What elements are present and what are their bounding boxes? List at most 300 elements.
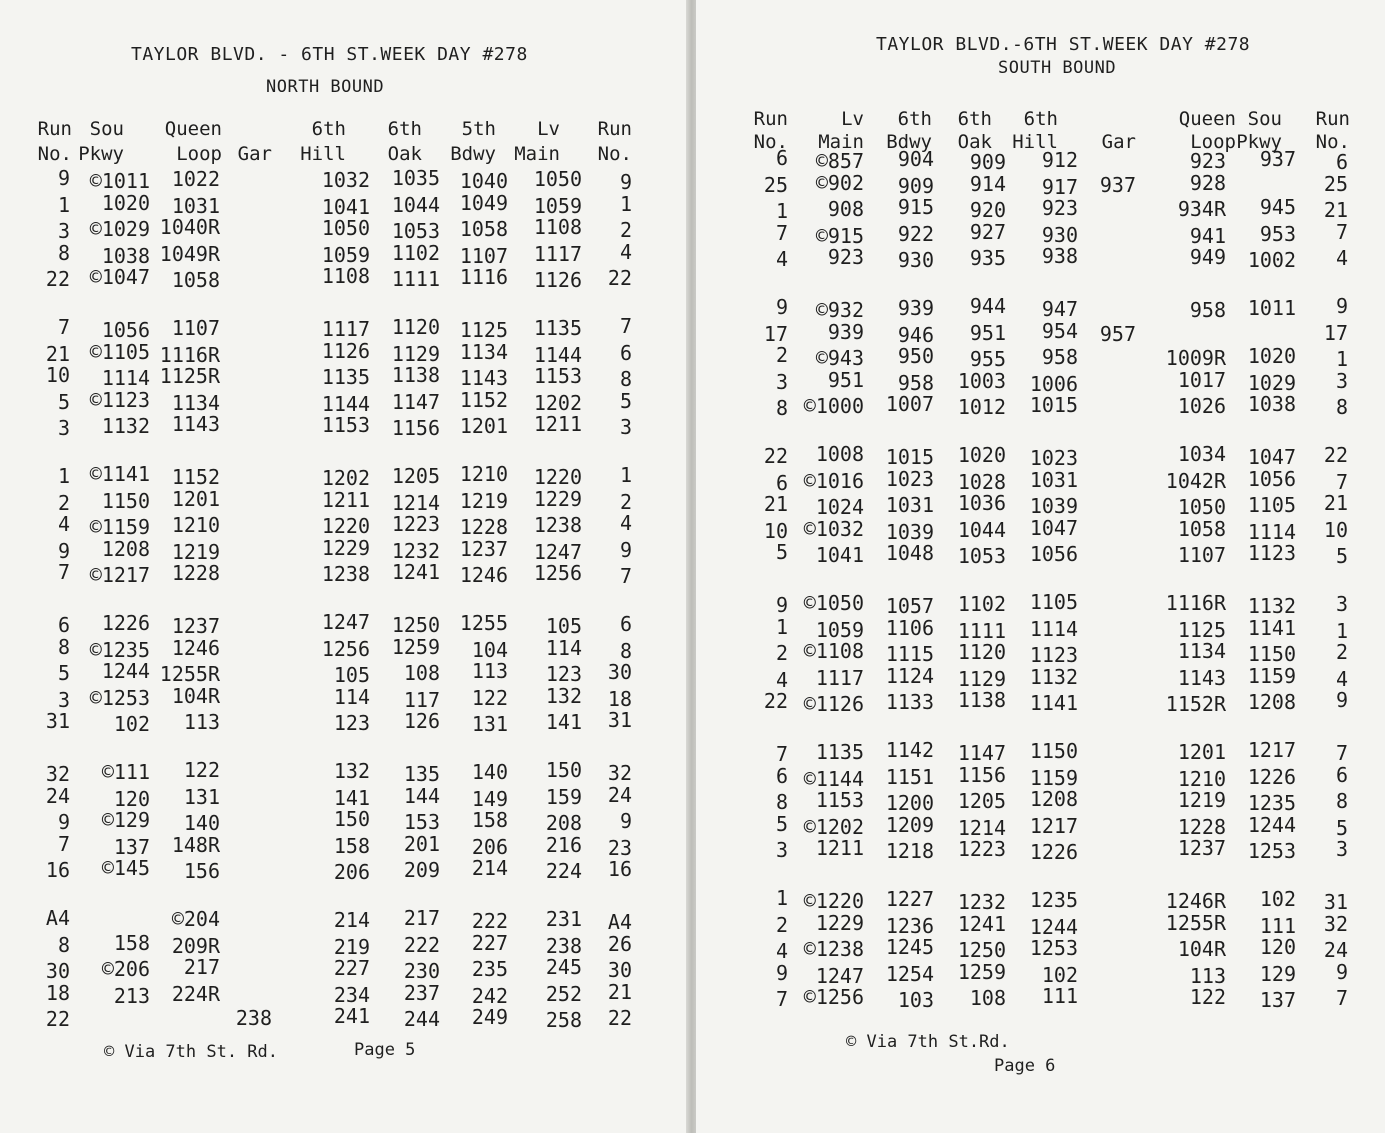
time-cell: 937: [1259, 147, 1296, 171]
time-cell: 1144: [533, 342, 582, 367]
time-cell: 30: [607, 958, 632, 983]
time-cell: 1202: [533, 390, 582, 415]
time-cell: 1116: [459, 265, 508, 290]
time-cell: 1: [57, 192, 70, 217]
time-cell: 1020: [957, 443, 1006, 467]
time-cell: ©1126: [803, 692, 864, 717]
time-cell: 1238: [321, 562, 370, 587]
time-cell: 1031: [1029, 467, 1078, 492]
time-cell: 958: [1041, 345, 1078, 370]
time-cell: 1237: [1177, 836, 1226, 861]
time-cell: 244: [403, 1007, 440, 1032]
time-cell: 9: [57, 538, 70, 563]
column-header: 6th: [897, 108, 932, 130]
time-cell: 945: [1259, 195, 1296, 220]
time-cell: 1107: [459, 243, 508, 268]
time-cell: 217: [403, 906, 440, 930]
column-header: 6th: [957, 108, 992, 130]
time-cell: 1217: [1247, 738, 1296, 762]
time-cell: 7: [57, 831, 70, 856]
column-header: Hill: [1012, 131, 1058, 153]
time-cell: 209R: [171, 933, 220, 958]
time-cell: ©145: [101, 856, 150, 881]
column-header: Sou: [89, 118, 124, 140]
time-cell: 141: [333, 785, 370, 810]
direction-label: SOUTH BOUND: [998, 58, 1117, 78]
time-cell: 1211: [321, 487, 370, 512]
time-cell: 1143: [171, 412, 220, 437]
time-cell: 5: [57, 389, 70, 414]
time-cell: 1211: [815, 836, 864, 861]
time-cell: 1229: [321, 535, 370, 560]
column-header: Run: [37, 118, 72, 140]
time-cell: 1250: [391, 613, 440, 637]
time-cell: 1020: [101, 190, 150, 215]
time-cell: 23: [607, 835, 632, 860]
time-cell: 3: [57, 219, 70, 244]
time-cell: 201: [403, 831, 440, 856]
time-cell: 113: [1189, 963, 1226, 988]
time-cell: 5: [1335, 544, 1348, 569]
column-header: Oak: [957, 131, 992, 153]
time-cell: 16: [45, 858, 70, 883]
footnote: © Via 7th St. Rd.: [104, 1042, 278, 1062]
time-cell: 1141: [1029, 691, 1078, 716]
time-cell: 1123: [1247, 541, 1296, 566]
time-cell: 230: [403, 959, 440, 984]
time-cell: 224: [545, 859, 582, 884]
time-cell: 1229: [533, 486, 582, 511]
time-cell: 1124: [885, 663, 934, 688]
column-header: 6th: [387, 118, 422, 140]
time-cell: 1250: [957, 938, 1006, 963]
time-cell: 2: [619, 489, 632, 514]
column-header: Pkwy: [1236, 131, 1282, 153]
time-cell: 1253: [1029, 936, 1078, 961]
time-cell: 137: [1259, 988, 1296, 1013]
time-cell: 132: [545, 683, 582, 708]
time-cell: ©1256: [803, 985, 864, 1010]
time-cell: 1210: [171, 513, 220, 538]
time-cell: 1115: [885, 642, 934, 667]
time-cell: 1223: [957, 837, 1006, 862]
time-cell: 158: [333, 833, 370, 858]
time-cell: 227: [333, 956, 370, 981]
time-cell: 1040: [459, 169, 508, 193]
time-cell: 1226: [1247, 764, 1296, 789]
time-cell: 1256: [321, 636, 370, 661]
time-cell: 245: [545, 955, 582, 980]
time-cell: 252: [545, 981, 582, 1006]
time-cell: 1218: [885, 839, 934, 864]
time-cell: 4: [57, 512, 70, 537]
time-cell: 1031: [885, 493, 934, 518]
time-cell: 909: [969, 150, 1006, 174]
time-cell: 1111: [391, 267, 440, 292]
time-cell: 1035: [391, 166, 440, 190]
time-cell: 1255: [459, 611, 508, 635]
time-cell: 21: [45, 341, 70, 366]
time-cell: 238: [545, 933, 582, 958]
time-cell: 22: [1323, 443, 1348, 467]
time-cell: 1241: [957, 911, 1006, 936]
time-cell: 1050: [321, 216, 370, 241]
time-cell: 941: [1189, 223, 1226, 248]
time-cell: 904: [897, 147, 934, 171]
time-cell: 21: [1323, 491, 1348, 516]
time-cell: 24: [1323, 938, 1348, 963]
time-cell: 7: [1335, 469, 1348, 494]
time-cell: ©1159: [89, 515, 150, 540]
time-cell: 1012: [957, 395, 1006, 420]
time-cell: 17: [1323, 320, 1348, 345]
column-header: Run: [597, 118, 632, 140]
time-cell: 7: [619, 314, 632, 338]
time-cell: 7: [1335, 219, 1348, 244]
time-cell: 1059: [815, 617, 864, 642]
column-header: Oak: [387, 143, 422, 165]
time-cell: 1135: [321, 365, 370, 390]
time-cell: 2: [775, 641, 788, 666]
time-cell: 9: [1335, 688, 1348, 713]
time-cell: 1059: [321, 242, 370, 267]
time-cell: 1017: [1177, 367, 1226, 392]
time-cell: 1135: [815, 740, 864, 764]
time-cell: 123: [545, 662, 582, 687]
time-cell: 8: [619, 638, 632, 663]
time-cell: 144: [403, 783, 440, 808]
time-cell: 1132: [1247, 594, 1296, 618]
time-cell: 955: [969, 347, 1006, 372]
time-cell: 1201: [171, 486, 220, 511]
time-cell: 1259: [957, 959, 1006, 984]
time-cell: 1150: [101, 488, 150, 513]
time-cell: 939: [897, 296, 934, 320]
time-cell: 1232: [957, 890, 1006, 914]
time-cell: 1138: [391, 363, 440, 388]
time-cell: ©1238: [803, 937, 864, 962]
time-cell: 22: [607, 1006, 632, 1031]
time-cell: 1041: [815, 543, 864, 568]
time-cell: 928: [1189, 170, 1226, 195]
time-cell: 1026: [1177, 394, 1226, 419]
time-cell: 237: [403, 980, 440, 1005]
time-cell: 1159: [1029, 765, 1078, 790]
time-cell: 1208: [1029, 787, 1078, 812]
column-header: 5th: [461, 118, 496, 140]
time-cell: 9: [619, 170, 632, 194]
time-cell: 104: [471, 637, 508, 662]
time-cell: 214: [471, 856, 508, 881]
time-cell: 1123: [1029, 643, 1078, 668]
time-cell: 103: [897, 988, 934, 1013]
time-cell: 1210: [459, 462, 508, 486]
time-cell: 917: [1041, 174, 1078, 199]
time-cell: 1245: [885, 935, 934, 960]
time-cell: 1011: [1247, 296, 1296, 320]
time-cell: 1044: [391, 192, 440, 217]
time-cell: 1116R: [159, 342, 220, 367]
time-cell: 1106: [885, 615, 934, 640]
time-cell: 219: [333, 934, 370, 959]
time-cell: 8: [1335, 395, 1348, 420]
time-cell: 1125R: [159, 364, 220, 389]
time-cell: 258: [545, 1008, 582, 1033]
time-cell: 1117: [815, 665, 864, 690]
time-cell: ©1220: [803, 889, 864, 913]
time-cell: 954: [1041, 318, 1078, 343]
time-cell: 1223: [391, 512, 440, 537]
column-header: Run: [753, 108, 788, 130]
time-cell: 1153: [533, 364, 582, 389]
time-cell: 1038: [1247, 392, 1296, 417]
time-cell: 9: [57, 810, 70, 835]
time-cell: 1105: [1029, 590, 1078, 614]
time-cell: 1117: [533, 241, 582, 266]
time-cell: 1041: [321, 194, 370, 219]
time-cell: 114: [545, 635, 582, 660]
time-cell: 214: [333, 908, 370, 932]
time-cell: 1: [775, 614, 788, 639]
time-cell: 3: [1335, 368, 1348, 393]
time-cell: 150: [545, 758, 582, 782]
time-cell: 1138: [957, 688, 1006, 713]
column-header: No.: [1315, 131, 1350, 153]
time-cell: 108: [403, 661, 440, 686]
time-cell: 21: [607, 979, 632, 1004]
time-cell: 8: [775, 790, 788, 815]
time-cell: 1244: [1029, 914, 1078, 939]
time-cell: 1028: [957, 469, 1006, 494]
time-cell: 10: [45, 363, 70, 388]
time-cell: ©902: [815, 170, 864, 195]
time-cell: 2: [775, 343, 788, 368]
time-cell: 8: [57, 932, 70, 957]
time-cell: 1143: [459, 366, 508, 391]
time-cell: 1057: [885, 594, 934, 618]
time-cell: 7: [1335, 741, 1348, 765]
time-cell: 105: [333, 663, 370, 688]
time-cell: 1117: [321, 317, 370, 341]
time-cell: 1059: [533, 193, 582, 218]
time-cell: 9: [1335, 294, 1348, 318]
time-cell: 1053: [957, 544, 1006, 569]
time-cell: 947: [1041, 297, 1078, 321]
time-cell: 1107: [171, 316, 220, 340]
time-cell: 951: [827, 367, 864, 392]
time-cell: 2: [1335, 640, 1348, 665]
time-cell: 122: [183, 758, 220, 782]
time-cell: 1058: [1177, 516, 1226, 541]
time-cell: ©943: [815, 346, 864, 371]
time-cell: 1247: [533, 539, 582, 564]
time-cell: 5: [619, 388, 632, 413]
column-header: Bdwy: [450, 143, 496, 165]
time-cell: 920: [969, 198, 1006, 223]
time-cell: 1205: [391, 464, 440, 488]
time-cell: 1220: [321, 514, 370, 539]
time-cell: 6: [619, 340, 632, 365]
time-cell: 1152: [459, 387, 508, 412]
time-cell: 1038: [101, 243, 150, 268]
time-cell: 1: [57, 464, 70, 488]
time-cell: 9: [619, 809, 632, 834]
time-cell: 217: [183, 955, 220, 980]
time-cell: 1159: [1247, 663, 1296, 688]
time-cell: 1031: [171, 193, 220, 218]
time-cell: 1114: [1247, 519, 1296, 544]
time-cell: 1247: [815, 963, 864, 988]
time-cell: 950: [897, 344, 934, 369]
time-cell: ©1141: [89, 462, 150, 486]
time-cell: 1056: [1247, 466, 1296, 491]
time-cell: 1208: [1247, 690, 1296, 715]
time-cell: ©1108: [803, 639, 864, 664]
time-cell: ©1032: [803, 516, 864, 541]
time-cell: 1032: [321, 168, 370, 192]
time-cell: 224R: [171, 981, 220, 1006]
time-cell: 1042R: [1165, 468, 1226, 493]
time-cell: 1134: [459, 339, 508, 364]
time-cell: 1108: [533, 215, 582, 240]
column-header: No.: [753, 131, 788, 153]
column-header: Gar: [237, 143, 272, 165]
time-cell: 137: [113, 834, 150, 859]
column-header: 6th: [311, 118, 346, 140]
column-header: Queen: [1178, 108, 1236, 130]
time-cell: 7: [57, 560, 70, 585]
time-cell: 1150: [1247, 642, 1296, 667]
time-cell: 156: [183, 859, 220, 884]
time-cell: 1108: [321, 264, 370, 289]
time-cell: 1: [1335, 347, 1348, 372]
time-cell: 958: [897, 370, 934, 395]
time-cell: 1003: [957, 368, 1006, 393]
time-cell: 1153: [815, 788, 864, 813]
time-cell: 126: [403, 709, 440, 734]
time-cell: 102: [1259, 887, 1296, 911]
time-cell: ©1105: [89, 339, 150, 364]
time-cell: 953: [1259, 221, 1296, 246]
time-cell: 8: [57, 240, 70, 265]
column-header: 6th: [1023, 108, 1058, 130]
time-cell: ©1011: [89, 169, 150, 193]
time-cell: 1246R: [1165, 889, 1226, 913]
column-header: Bdwy: [886, 131, 932, 153]
time-cell: 25: [1323, 171, 1348, 196]
time-cell: 1039: [1029, 494, 1078, 519]
time-cell: 957: [1099, 321, 1136, 346]
column-header: Run: [1315, 108, 1350, 130]
time-cell: 1152: [171, 465, 220, 489]
time-cell: 227: [471, 930, 508, 955]
column-header: Queen: [164, 118, 222, 140]
time-cell: 122: [471, 685, 508, 710]
time-cell: 22: [763, 444, 788, 468]
time-cell: ©1016: [803, 468, 864, 493]
time-cell: 1015: [1029, 393, 1078, 418]
time-cell: 1144: [321, 391, 370, 416]
time-cell: ©1050: [803, 591, 864, 615]
time-cell: 208: [545, 811, 582, 836]
time-cell: 32: [1323, 911, 1348, 936]
time-cell: 1134: [1177, 639, 1226, 664]
time-cell: 6: [775, 146, 788, 170]
time-cell: 21: [763, 492, 788, 517]
time-cell: A4: [45, 906, 70, 930]
time-cell: 26: [607, 931, 632, 956]
time-cell: 6: [1335, 762, 1348, 787]
time-cell: 914: [969, 171, 1006, 196]
time-cell: 1: [619, 463, 632, 487]
time-cell: 17: [763, 321, 788, 346]
time-cell: 231: [545, 907, 582, 931]
time-cell: 18: [607, 686, 632, 711]
time-cell: 1255R: [1165, 910, 1226, 935]
time-cell: 1120: [957, 640, 1006, 665]
time-cell: 1105: [1247, 493, 1296, 518]
time-cell: 1134: [171, 390, 220, 415]
time-cell: 935: [969, 246, 1006, 271]
time-cell: 1053: [391, 219, 440, 244]
time-cell: ©1000: [803, 394, 864, 419]
time-cell: 140: [471, 760, 508, 784]
time-cell: 30: [45, 959, 70, 984]
time-cell: 1228: [171, 561, 220, 586]
time-cell: 1143: [1177, 665, 1226, 690]
time-cell: 141: [545, 710, 582, 735]
time-cell: ©111: [101, 760, 150, 784]
time-cell: 1150: [1029, 739, 1078, 763]
time-cell: 1129: [391, 341, 440, 366]
time-cell: 1241: [391, 560, 440, 585]
page-title: TAYLOR BLVD.-6TH ST.WEEK DAY #278: [876, 34, 1251, 55]
time-cell: 3: [1335, 837, 1348, 862]
time-cell: ©1235: [89, 637, 150, 662]
time-cell: 1219: [171, 539, 220, 564]
time-cell: ©1144: [803, 766, 864, 791]
time-cell: 21: [1323, 198, 1348, 223]
time-cell: 140: [183, 811, 220, 836]
time-cell: 1226: [101, 611, 150, 635]
time-cell: 1237: [171, 614, 220, 638]
time-cell: 1024: [815, 495, 864, 520]
column-header: Loop: [176, 143, 222, 165]
time-cell: 937: [1099, 172, 1136, 197]
time-cell: 238: [235, 1006, 272, 1031]
time-cell: 123: [333, 711, 370, 736]
time-cell: 1141: [1247, 615, 1296, 640]
time-cell: 1047: [1247, 445, 1296, 469]
time-cell: 235: [471, 957, 508, 982]
time-cell: 1: [1335, 618, 1348, 643]
time-cell: 1210: [1177, 766, 1226, 791]
time-cell: 9: [1335, 959, 1348, 984]
time-cell: 1056: [1029, 542, 1078, 567]
time-cell: 1255R: [159, 662, 220, 687]
time-cell: ©857: [815, 149, 864, 173]
time-cell: 2: [57, 490, 70, 515]
schedule-page-6: [696, 0, 1385, 1133]
time-cell: 32: [45, 762, 70, 786]
time-cell: 1209: [885, 812, 934, 837]
time-cell: 9: [619, 537, 632, 562]
time-cell: ©1217: [89, 563, 150, 588]
time-cell: 958: [1189, 298, 1226, 322]
time-cell: 1217: [1029, 813, 1078, 838]
time-cell: 1156: [957, 762, 1006, 787]
time-cell: 6: [775, 470, 788, 495]
